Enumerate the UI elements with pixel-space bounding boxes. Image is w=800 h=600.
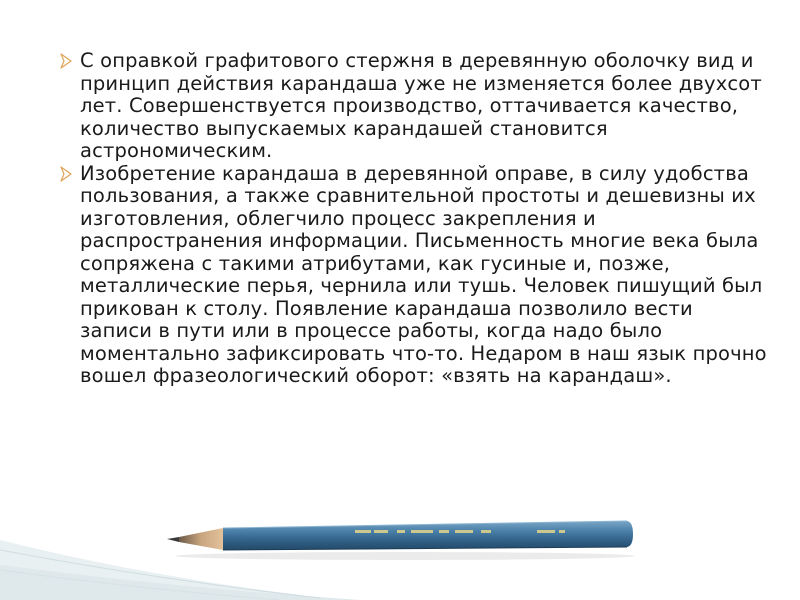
bullet-item	[58, 163, 770, 388]
pencil-illustration	[165, 512, 635, 564]
hollow-arrow-bullet-icon	[58, 52, 74, 70]
bullet-list	[58, 50, 770, 388]
bullet-text: Изобретение карандаша в деревянной оправе, в силу удобства пользования, а также сравнительной простоты и дешевизны их изготовления, облегчило процесс закрепления и распространения информации. Письменность многие века была сопряжена с такими атрибутами, как гусиные и, позже, металлические перья, чернила или тушь. Человек пишущий был прикован к столу. Появление карандаша позволило вести записи в пути или в процессе работы, когда надо было моментально зафиксировать что-то. Недаром в наш язык прочно вошел фразеологический оборот: «взять на карандаш».	[80, 161, 767, 387]
bullet-text: С оправкой графитового стержня в деревянную оболочку вид и принцип действия карандаша уже не изменяется более двухсот лет. Совершенствуется производство, оттачивается качество, количество выпускаемых карандашей становится астрономическим.	[80, 49, 762, 162]
hollow-arrow-bullet-icon	[58, 165, 74, 183]
bullet-item	[58, 50, 770, 163]
